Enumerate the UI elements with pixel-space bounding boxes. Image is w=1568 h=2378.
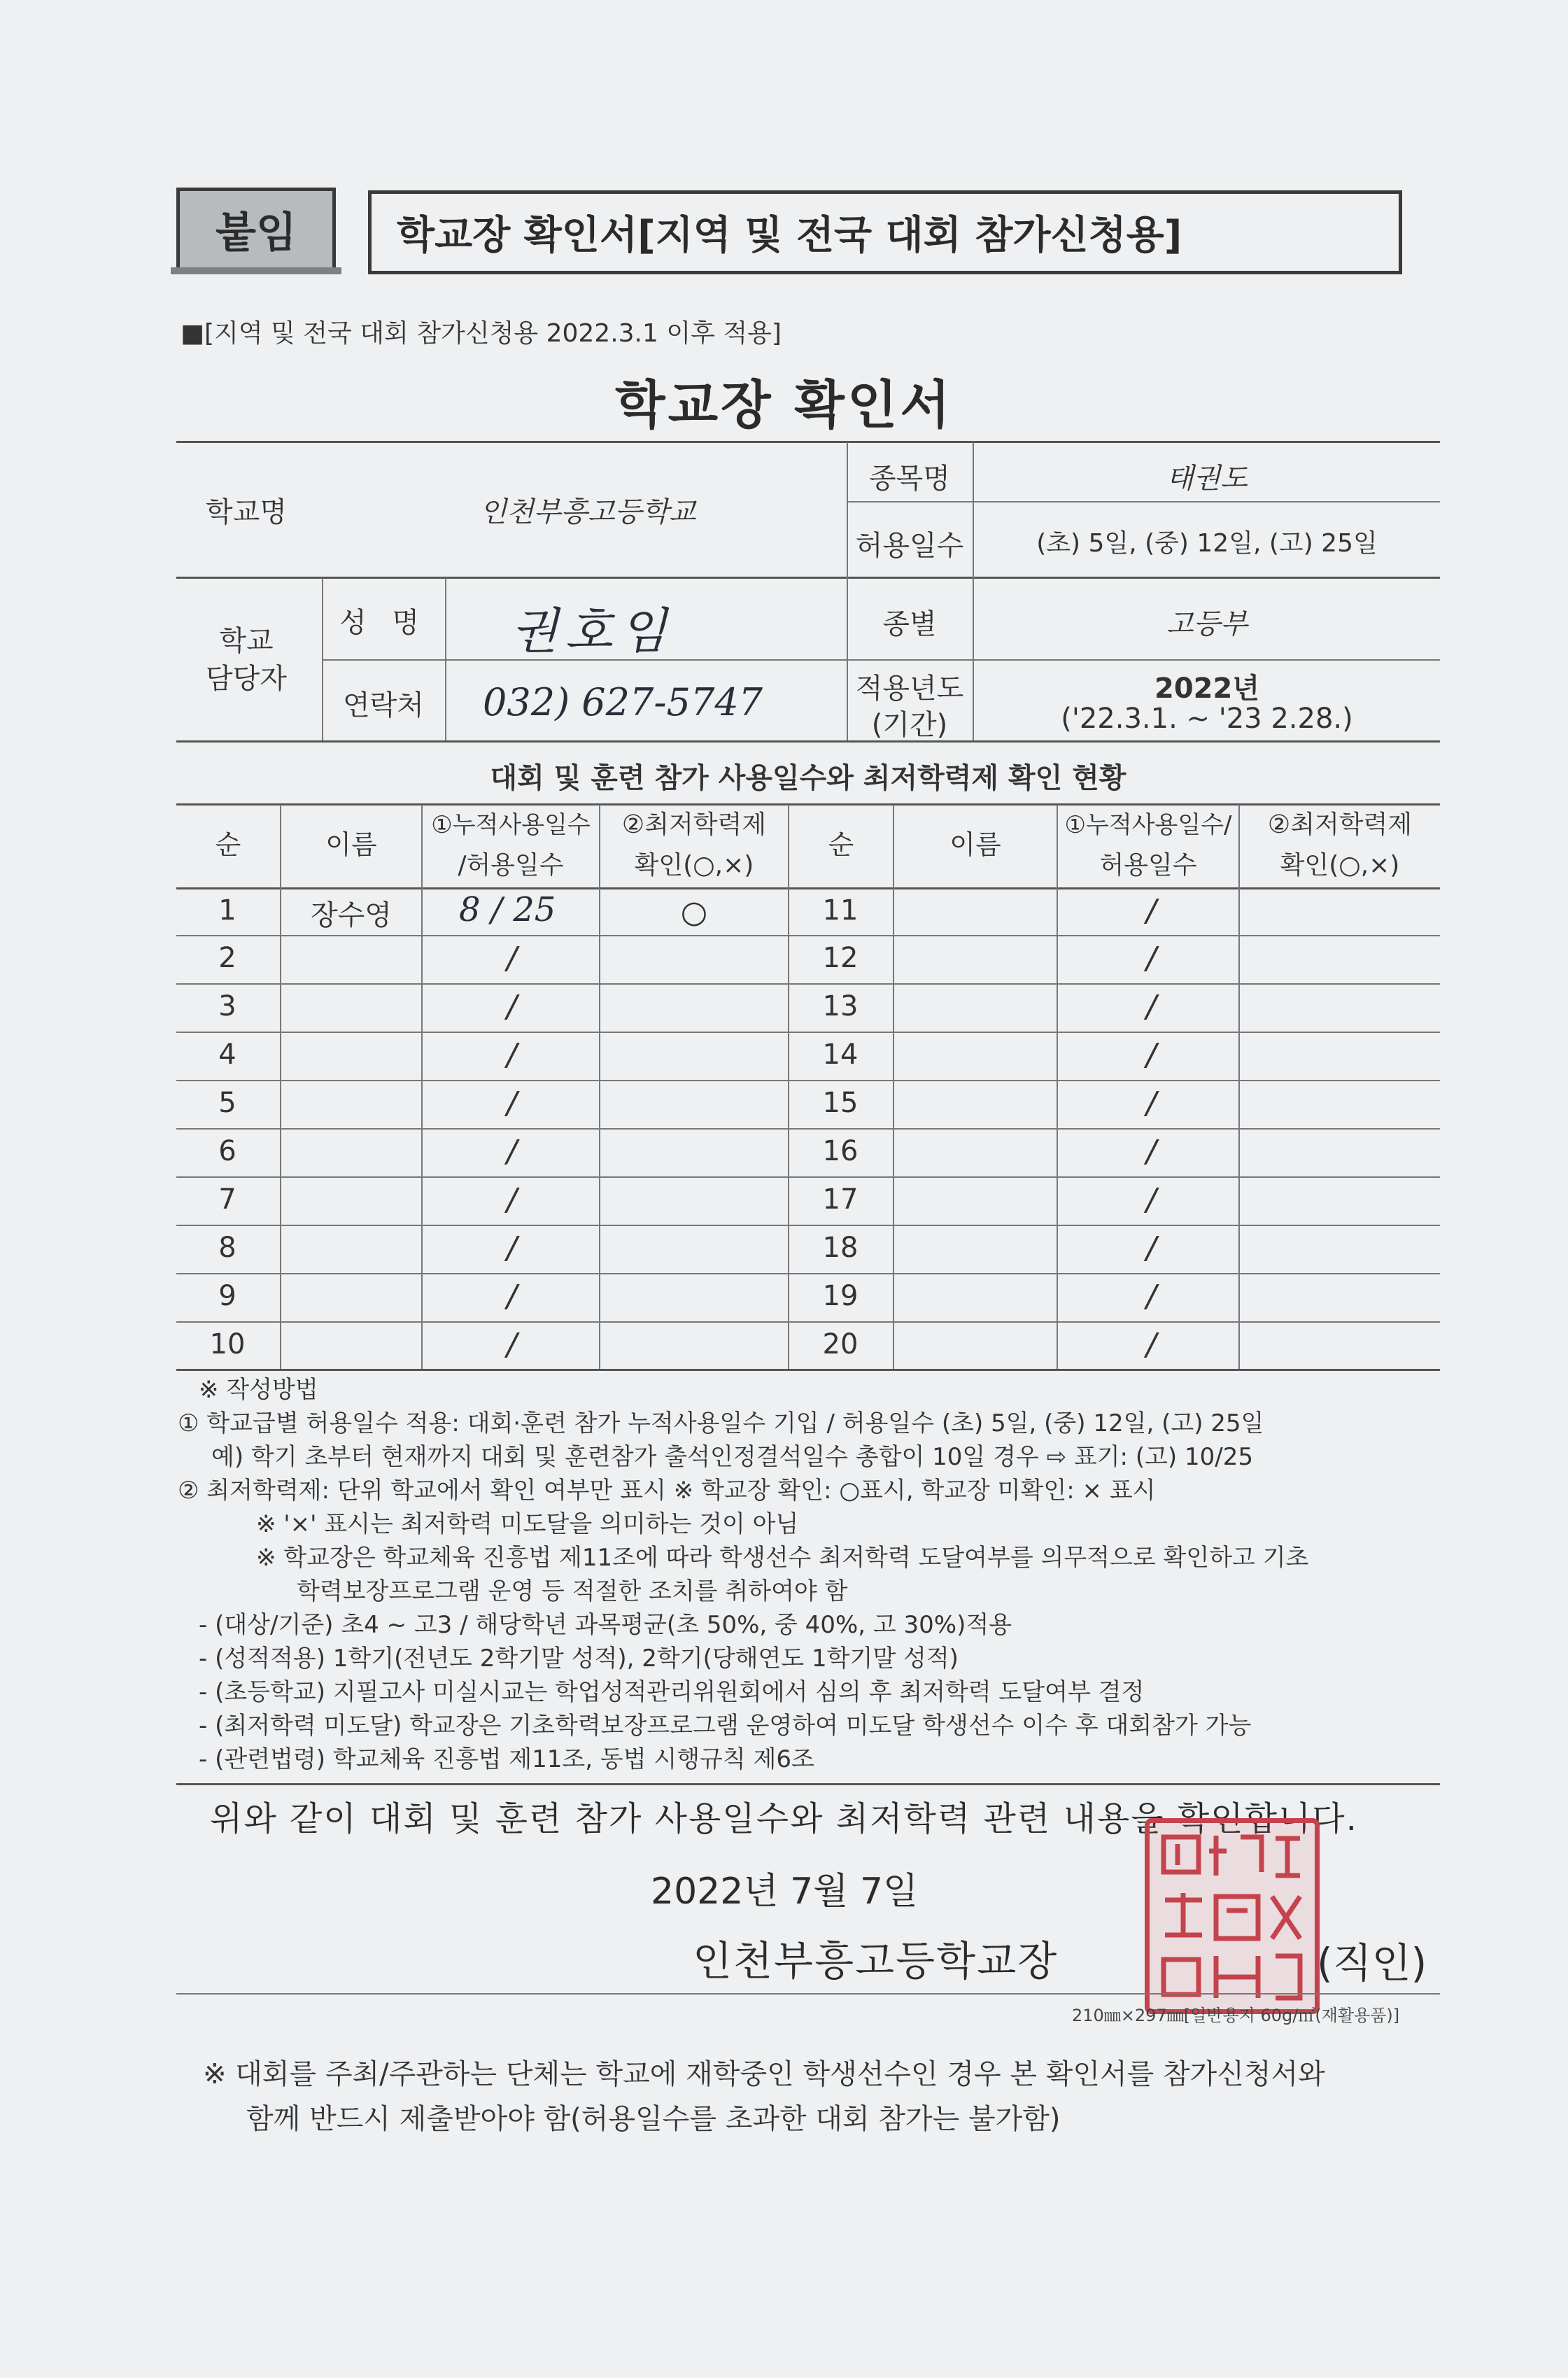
table-row-days: / xyxy=(507,1134,517,1169)
closing-top-border xyxy=(176,1783,1440,1785)
confirmation-date: 2022년 7월 7일 xyxy=(651,1871,919,1913)
note-2a: ※ '×' 표시는 최저학력 미도달을 의미하는 것이 아님 xyxy=(256,1510,799,1538)
col-no-header-right: 순 xyxy=(828,829,854,860)
closing-bottom-border xyxy=(176,1993,1440,1994)
division-label: 종별 xyxy=(882,608,937,640)
confirmation-statement: 위와 같이 대회 및 훈련 참가 사용일수와 최저학력 관련 내용을 확인합니다. xyxy=(210,1799,1358,1838)
table-row-days: / xyxy=(1146,893,1157,929)
table-row-days: / xyxy=(507,1085,517,1121)
footer-note xyxy=(203,2052,1434,2141)
table-row-no: 4 xyxy=(218,1039,236,1071)
seal-pattern xyxy=(1150,1823,1315,2009)
school-value: 인천부흥고등학교 xyxy=(479,496,696,528)
period-value: ('22.3.1. ~ '23 2.28.) xyxy=(1061,703,1353,735)
table-top-border xyxy=(176,803,1440,805)
info-top-border xyxy=(176,441,1440,443)
table-row-no: 18 xyxy=(822,1232,859,1264)
tag-shadow xyxy=(171,267,341,274)
table-row-no: 8 xyxy=(218,1232,236,1264)
note-2c: 학력보장프로그램 운영 등 적절한 조치를 취하여야 함 xyxy=(297,1577,848,1605)
row-line xyxy=(176,1080,1440,1081)
table-row-no: 17 xyxy=(822,1183,859,1216)
table-col-line xyxy=(1057,805,1058,1369)
table-row-no: 6 xyxy=(218,1135,236,1167)
name-label: 성 명 xyxy=(339,607,428,639)
col-min-header-1: ②최저학력제 xyxy=(621,810,767,839)
table-row-no: 13 xyxy=(822,990,859,1022)
row-line xyxy=(176,983,1440,985)
table-header-border xyxy=(176,887,1440,889)
table-row-days: / xyxy=(1146,989,1157,1025)
table-col-line xyxy=(1238,805,1240,1369)
contact-value-handwritten: 032) 627-5747 xyxy=(483,680,763,724)
allowed-days-value: (초) 5일, (중) 12일, (고) 25일 xyxy=(1036,529,1378,558)
table-row-days: / xyxy=(1146,1327,1157,1363)
writing-instructions xyxy=(178,1373,1458,1776)
info-mid-border xyxy=(176,577,1440,579)
info-bottom-border xyxy=(176,740,1440,743)
table-row-no: 12 xyxy=(822,942,859,974)
note-2: ② 최저학력제: 단위 학교에서 확인 여부만 표시 ※ 학교장 확인: ○표시, 학교장 미확인: × 표시 xyxy=(178,1477,1156,1505)
form-title-box: 학교장 확인서[지역 및 전국 대회 참가신청용] xyxy=(368,190,1402,274)
table-row-days: / xyxy=(1146,1230,1157,1266)
table-col-line xyxy=(421,805,423,1369)
row-line xyxy=(176,1032,1440,1033)
table-col-line xyxy=(893,805,894,1369)
table-row-no: 11 xyxy=(822,894,859,927)
table-col-line xyxy=(599,805,600,1369)
detail-2: - (성적적용) 1학기(전년도 2학기말 성적), 2학기(당해연도 1학기말 성적) xyxy=(199,1645,959,1673)
table-row-no: 9 xyxy=(218,1280,236,1312)
attachment-tag: 붙임 xyxy=(176,188,336,272)
table-bottom-border xyxy=(176,1369,1440,1371)
table-row-no: 15 xyxy=(822,1087,859,1119)
allowed-days-label: 허용일수 xyxy=(855,530,964,562)
manager-name-handwritten: 권호임 xyxy=(511,603,674,660)
info-divider xyxy=(445,578,446,740)
row-line xyxy=(176,1225,1440,1226)
col-days-header-2: /허용일수 xyxy=(458,851,564,880)
principal-name: 인천부흥고등학교장 xyxy=(693,1937,1059,1985)
table-row-no: 20 xyxy=(822,1328,859,1360)
table-row-no: 16 xyxy=(822,1135,859,1167)
official-seal-stamp xyxy=(1145,1818,1320,2014)
col-days-header-1: ①누적사용일수 xyxy=(431,811,591,839)
table-row-no: 14 xyxy=(822,1039,859,1071)
table-row-no: 3 xyxy=(218,990,236,1022)
seal-mark-label: (직인) xyxy=(1317,1939,1427,1987)
table-row-days: / xyxy=(1146,1085,1157,1121)
table-row-days: / xyxy=(1146,941,1157,976)
year-label-1: 적용년도 xyxy=(855,673,964,705)
paper-spec: 210㎜×297㎜[일반용지 60g/㎡(재활용품)] xyxy=(1072,2006,1400,2025)
note-1: ① 학교급별 허용일수 적용: 대회·훈련 참가 누적사용일수 기입 / 허용일수 (초) 5일, (중) 12일, (고) 25일 xyxy=(178,1409,1264,1437)
table-col-line xyxy=(280,805,281,1369)
year-value: 2022년 xyxy=(1154,673,1259,705)
info-line xyxy=(847,501,1440,502)
col-days-header-right-1: ①누적사용일수/ xyxy=(1064,811,1232,839)
table-row-check: ○ xyxy=(680,894,708,930)
col-name-header-right: 이름 xyxy=(949,829,1001,860)
event-value: 태권도 xyxy=(1166,463,1248,495)
table-row-name: 장수영 xyxy=(311,899,392,931)
row-line xyxy=(176,1128,1440,1130)
contact-label: 연락처 xyxy=(343,689,424,722)
col-name-header: 이름 xyxy=(325,829,377,860)
table-section-title: 대회 및 훈련 참가 사용일수와 최저학력제 확인 현황 xyxy=(490,762,1126,794)
table-row-days: / xyxy=(507,1037,517,1073)
table-row-days: / xyxy=(507,1279,517,1314)
event-label: 종목명 xyxy=(869,463,950,495)
row-line xyxy=(176,1273,1440,1274)
row-line xyxy=(176,1176,1440,1178)
table-row-no: 2 xyxy=(218,942,236,974)
footer-line-1: ※ 대회를 주최/주관하는 단체는 학교에 재학중인 학생선수인 경우 본 확인서를 참가신청서와 xyxy=(203,2058,1325,2090)
table-row-days: / xyxy=(507,989,517,1025)
form-subtitle: ■[지역 및 전국 대회 참가신청용 2022.3.1 이후 적용] xyxy=(181,319,782,348)
table-row-days: / xyxy=(1146,1134,1157,1169)
detail-4: - (최저학력 미도달) 학교장은 기초학력보장프로그램 운영하여 미도달 학생선수 이수 후 대회참가 가능 xyxy=(199,1712,1252,1740)
table-row-days: / xyxy=(507,1230,517,1266)
note-2b: ※ 학교장은 학교체육 진흥법 제11조에 따라 학생선수 최저학력 도달여부를 의무적으로 확인하고 기초 xyxy=(256,1544,1309,1572)
note-1-example: 예) 학기 초부터 현재까지 대회 및 훈련참가 출석인정결석일수 총합이 10일 경우 ⇨ 표기: (고) 10/25 xyxy=(211,1443,1253,1471)
row-line xyxy=(176,1321,1440,1323)
table-row-no: 7 xyxy=(218,1183,236,1216)
division-value: 고등부 xyxy=(1166,608,1248,640)
col-min-header-2: 확인(○,×) xyxy=(634,851,754,880)
table-row-days: / xyxy=(507,1327,517,1363)
col-min-header-right-1: ②최저학력제 xyxy=(1267,810,1413,839)
table-row-no: 5 xyxy=(218,1087,236,1119)
detail-3: - (초등학교) 지필고사 미실시교는 학업성적관리위원회에서 심의 후 최저학력 도달여부 결정 xyxy=(199,1678,1145,1706)
notes-heading: ※ 작성방법 xyxy=(199,1376,318,1404)
table-row-no: 10 xyxy=(209,1328,246,1360)
info-line xyxy=(322,659,1440,661)
table-row-days: / xyxy=(1146,1182,1157,1218)
table-row-no: 19 xyxy=(822,1280,859,1312)
manager-label-2: 담당자 xyxy=(206,663,287,695)
table-row-no: 1 xyxy=(218,894,236,927)
col-no-header: 순 xyxy=(215,829,241,860)
table-row-days: / xyxy=(1146,1279,1157,1314)
table-row-days: / xyxy=(507,1182,517,1218)
table-row-days: / xyxy=(1146,1037,1157,1073)
manager-label-1: 학교 xyxy=(219,625,274,657)
detail-1: - (대상/기준) 초4 ~ 고3 / 해당학년 과목평균(초 50%, 중 40%, 고 30%)적용 xyxy=(199,1611,1012,1639)
table-row-days-handwritten: 8 / 25 xyxy=(459,890,556,929)
table-row-days: / xyxy=(507,941,517,976)
document-title: 학교장 확인서 xyxy=(615,375,953,435)
school-label: 학교명 xyxy=(206,496,287,528)
col-days-header-right-2: 허용일수 xyxy=(1099,851,1197,880)
year-label-2: (기간) xyxy=(871,709,948,741)
col-min-header-right-2: 확인(○,×) xyxy=(1280,851,1400,880)
detail-5: - (관련법령) 학교체육 진흥법 제11조, 동법 시행규칙 제6조 xyxy=(199,1745,814,1773)
row-line xyxy=(176,935,1440,936)
footer-line-2: 함께 반드시 제출받아야 함(허용일수를 초과한 대회 참가는 불가함) xyxy=(246,2103,1061,2135)
